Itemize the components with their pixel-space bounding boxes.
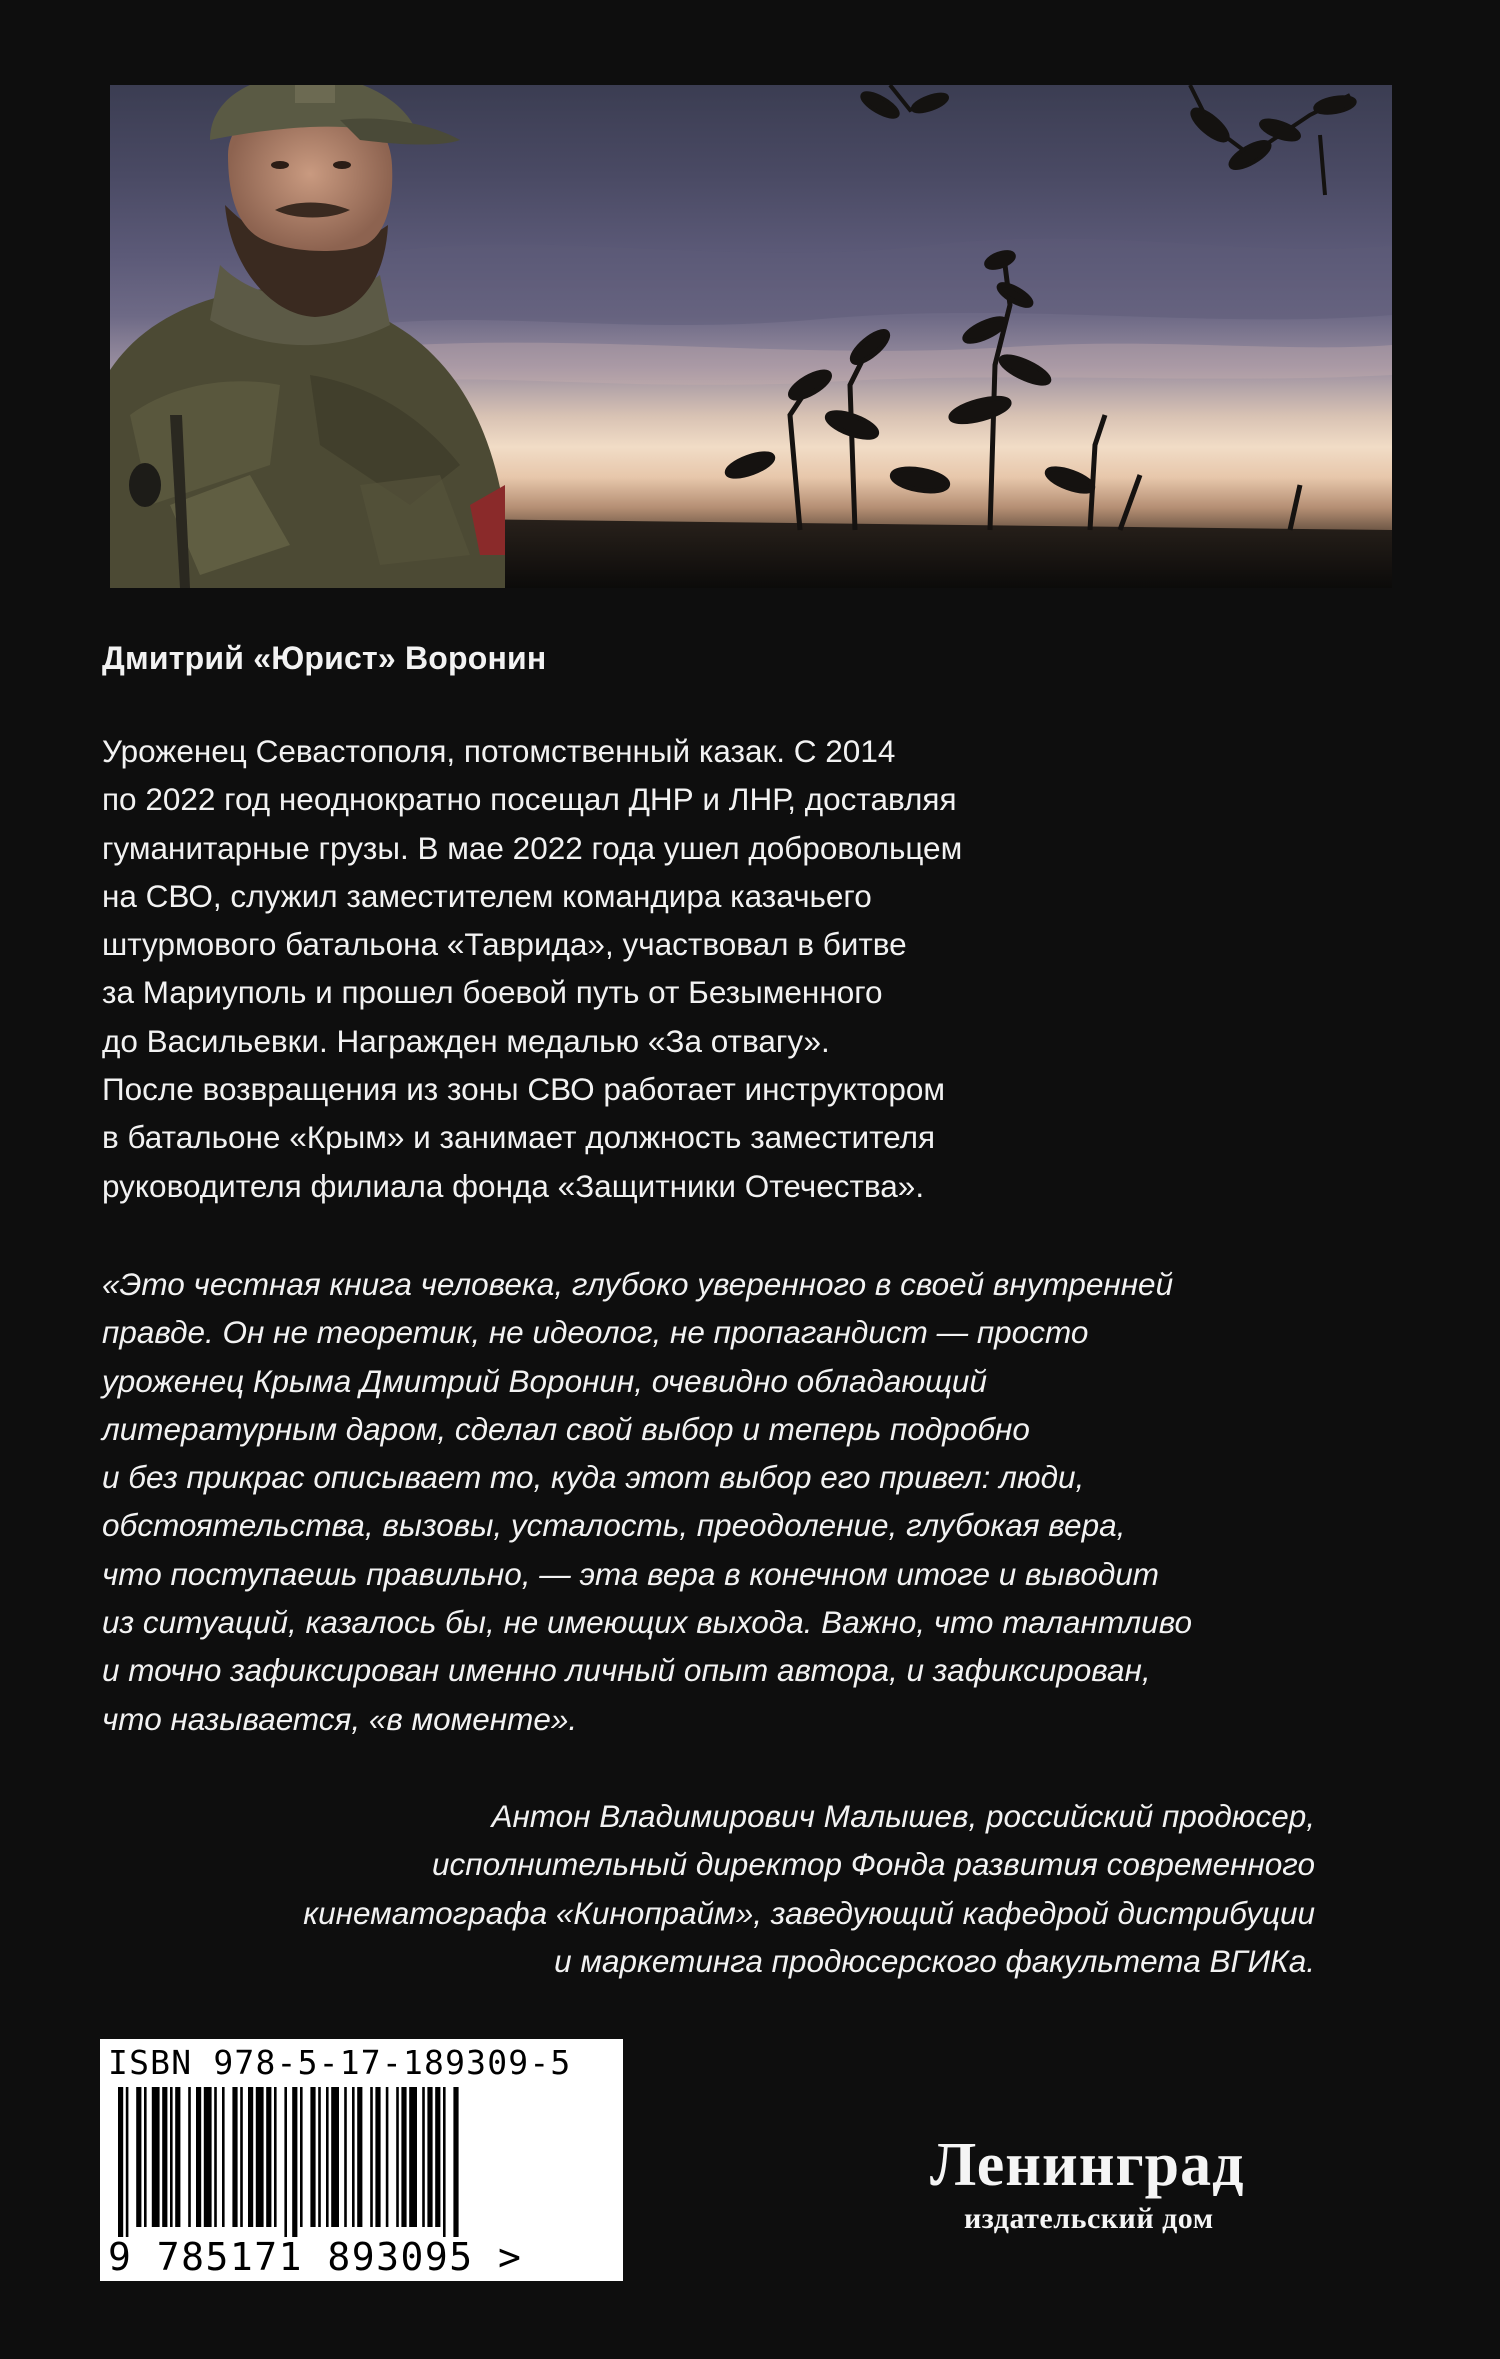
barcode-bar bbox=[318, 2087, 321, 2227]
barcode-bar bbox=[344, 2087, 347, 2227]
barcode-bar bbox=[240, 2087, 243, 2227]
quote-line: уроженец Крыма Дмитрий Воронин, очевидно обладающий bbox=[102, 1362, 987, 1399]
barcode-bar bbox=[357, 2087, 362, 2227]
quote-attribution bbox=[303, 1792, 1315, 1985]
barcode-bar bbox=[435, 2087, 440, 2227]
barcode-bar bbox=[401, 2087, 406, 2227]
bio-line: по 2022 год неоднократно посещал ДНР и ЛНР, доставляя bbox=[102, 781, 957, 818]
quote-line: правде. Он не теоретик, не идеолог, не пропагандист — просто bbox=[102, 1314, 1089, 1351]
barcode-bar bbox=[284, 2087, 287, 2237]
barcode-bar bbox=[427, 2087, 432, 2227]
author-photo-illustration bbox=[110, 85, 1392, 588]
bio-line: до Васильевки. Награжден медалью «За отвагу». bbox=[102, 1022, 830, 1059]
quote-line: что называется, «в моменте». bbox=[102, 1700, 578, 1737]
barcode-bar bbox=[274, 2087, 277, 2227]
bio-line: гуманитарные грузы. В мае 2022 года ушел добровольцем bbox=[102, 829, 963, 866]
barcode-bar bbox=[232, 2087, 237, 2227]
barcode-bar bbox=[136, 2087, 141, 2227]
barcode-bar bbox=[331, 2087, 339, 2227]
barcode-bar bbox=[292, 2087, 297, 2237]
barcode-bars bbox=[114, 2087, 614, 2237]
barcode-bar bbox=[266, 2087, 271, 2227]
barcode-bar bbox=[248, 2087, 253, 2227]
bio-line: После возвращения из зоны СВО работает инструктором bbox=[102, 1071, 946, 1108]
author-name: Дмитрий «Юрист» Воронин bbox=[102, 640, 547, 676]
barcode-bar bbox=[256, 2087, 264, 2227]
barcode-bar bbox=[409, 2087, 417, 2227]
barcode-bar bbox=[326, 2087, 329, 2227]
barcode-bar bbox=[162, 2087, 167, 2227]
barcode-bar bbox=[126, 2087, 129, 2237]
barcode-bar bbox=[370, 2087, 373, 2227]
quote-line: и без прикрас описывает то, куда этот выбор его привел: люди, bbox=[102, 1459, 1085, 1496]
bio-line: штурмового батальона «Таврида», участвовал в битве bbox=[102, 926, 907, 963]
barcode-bar bbox=[144, 2087, 147, 2227]
barcode-bar bbox=[152, 2087, 160, 2227]
barcode-bar bbox=[453, 2087, 458, 2237]
barcode-bar bbox=[300, 2087, 303, 2227]
barcode-bar bbox=[175, 2087, 180, 2227]
author-bio bbox=[102, 727, 1202, 1210]
author-photo bbox=[110, 85, 1392, 588]
bio-line: Уроженец Севастополя, потомственный казак. С 2014 bbox=[102, 733, 896, 769]
attribution-line: и маркетинга продюсерского факультета ВГИКа. bbox=[554, 1942, 1315, 1979]
quote-line: «Это честная книга человека, глубоко уверенного в своей внутренней bbox=[102, 1266, 1174, 1302]
quote-line: из ситуаций, казалось бы, не имеющих выхода. Важно, что талантливо bbox=[102, 1604, 1192, 1641]
attribution-line: Антон Владимирович Малышев, российский продюсер, bbox=[491, 1798, 1315, 1834]
bio-line: за Мариуполь и прошел боевой путь от Безыменного bbox=[102, 974, 883, 1011]
review-quote bbox=[102, 1260, 1322, 1743]
barcode-bar bbox=[422, 2087, 425, 2227]
barcode-bar bbox=[352, 2087, 355, 2227]
barcode-bar bbox=[118, 2087, 123, 2237]
barcode-bar bbox=[214, 2087, 217, 2227]
barcode-bar bbox=[204, 2087, 212, 2227]
barcode-bar bbox=[188, 2087, 191, 2227]
quote-line: что поступаешь правильно, — эта вера в конечном итоге и выводит bbox=[102, 1555, 1160, 1592]
bio-line: в батальоне «Крым» и занимает должность заместителя bbox=[102, 1119, 936, 1156]
barcode-bar bbox=[443, 2087, 446, 2237]
barcode-digits: 9 785171 893095 > bbox=[108, 2235, 523, 2279]
barcode-bar bbox=[396, 2087, 399, 2227]
barcode-bar bbox=[310, 2087, 315, 2227]
attribution-line: кинематографа «Кинопрайм», заведующий кафедрой дистрибуции bbox=[303, 1894, 1315, 1931]
isbn-label: ISBN 978-5-17-189309-5 bbox=[108, 2043, 572, 2082]
isbn-barcode bbox=[100, 2039, 623, 2281]
barcode-bar bbox=[375, 2087, 380, 2227]
bio-line: руководителя филиала фонда «Защитники Отечества». bbox=[102, 1167, 925, 1204]
barcode-bar bbox=[386, 2087, 389, 2227]
publisher-name: Ленинград bbox=[930, 2131, 1245, 2199]
barcode-bar bbox=[196, 2087, 201, 2227]
publisher-logo bbox=[930, 2130, 1290, 2260]
quote-line: и точно зафиксирован именно личный опыт автора, и зафиксирован, bbox=[102, 1652, 1151, 1689]
barcode-bar bbox=[170, 2087, 173, 2227]
barcode-bar bbox=[222, 2087, 225, 2227]
attribution-line: исполнительный директор Фонда развития современного bbox=[432, 1846, 1315, 1883]
bio-line: на СВО, служил заместителем командира казачьего bbox=[102, 877, 872, 914]
quote-line: литературным даром, сделал свой выбор и теперь подробно bbox=[102, 1410, 1030, 1447]
publisher-subtitle: издательский дом bbox=[964, 2202, 1214, 2235]
quote-line: обстоятельства, вызовы, усталость, преодоление, глубокая вера, bbox=[102, 1507, 1126, 1544]
